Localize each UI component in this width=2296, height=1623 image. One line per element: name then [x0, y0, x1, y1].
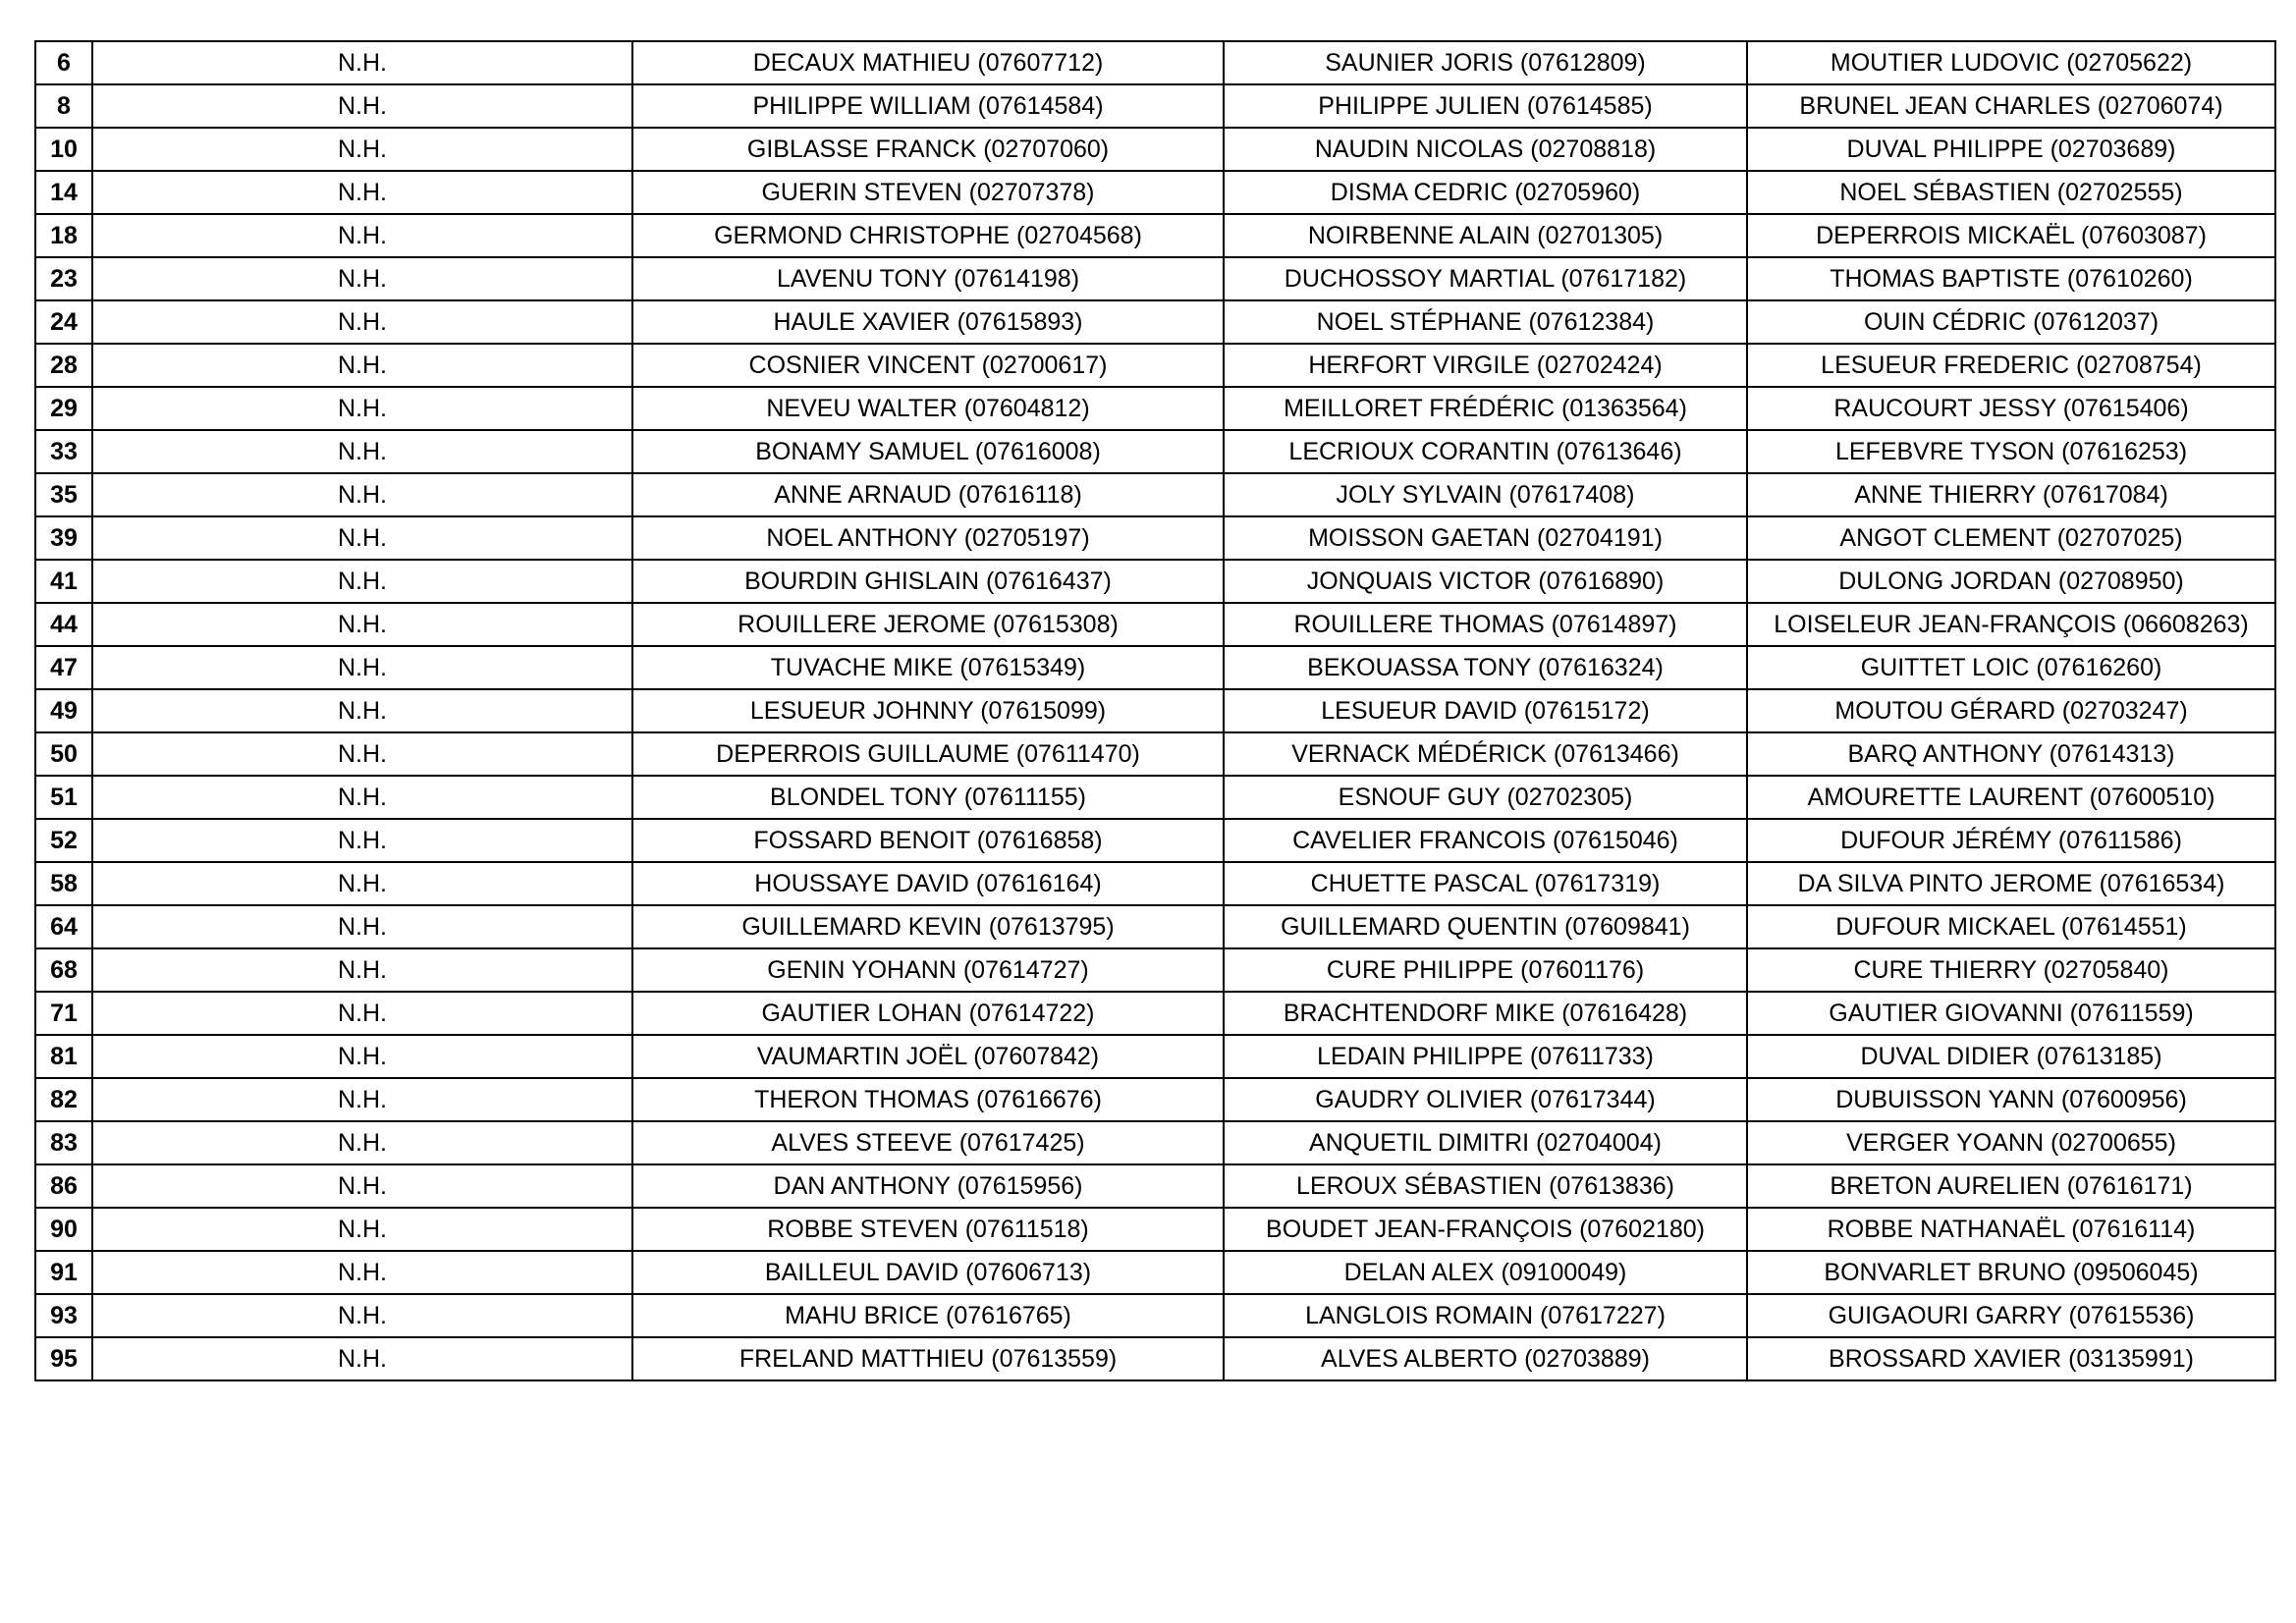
table-row [35, 214, 2275, 257]
player-3-cell: LESUEUR FREDERIC (02708754) [1747, 344, 2275, 387]
player-1-cell: TUVACHE MIKE (07615349) [632, 646, 1224, 689]
entry-number-cell: 71 [35, 992, 92, 1035]
player-1-cell: DAN ANTHONY (07615956) [632, 1164, 1224, 1208]
player-3-cell: GUITTET LOIC (07616260) [1747, 646, 2275, 689]
entry-number-cell: 14 [35, 171, 92, 214]
entry-number-cell: 49 [35, 689, 92, 732]
player-1-cell: GERMOND CHRISTOPHE (02704568) [632, 214, 1224, 257]
category-cell: N.H. [92, 948, 632, 992]
entry-number-cell: 95 [35, 1337, 92, 1380]
player-2-cell: BRACHTENDORF MIKE (07616428) [1224, 992, 1747, 1035]
table-row [35, 732, 2275, 776]
table-row [35, 41, 2275, 84]
category-cell: N.H. [92, 819, 632, 862]
entry-number-cell: 35 [35, 473, 92, 516]
player-2-cell: LEROUX SÉBASTIEN (07613836) [1224, 1164, 1747, 1208]
player-1-cell: DECAUX MATHIEU (07607712) [632, 41, 1224, 84]
player-1-cell: GENIN YOHANN (07614727) [632, 948, 1224, 992]
player-2-cell: ROUILLERE THOMAS (07614897) [1224, 603, 1747, 646]
player-1-cell: ROUILLERE JEROME (07615308) [632, 603, 1224, 646]
player-1-cell: COSNIER VINCENT (02700617) [632, 344, 1224, 387]
category-cell: N.H. [92, 84, 632, 128]
player-2-cell: LANGLOIS ROMAIN (07617227) [1224, 1294, 1747, 1337]
entry-number-cell: 83 [35, 1121, 92, 1164]
category-cell: N.H. [92, 1251, 632, 1294]
category-cell: N.H. [92, 1121, 632, 1164]
entry-number-cell: 91 [35, 1251, 92, 1294]
player-3-cell: VERGER YOANN (02700655) [1747, 1121, 2275, 1164]
entry-number-cell: 41 [35, 560, 92, 603]
player-3-cell: ANNE THIERRY (07617084) [1747, 473, 2275, 516]
table-row [35, 992, 2275, 1035]
player-2-cell: CAVELIER FRANCOIS (07615046) [1224, 819, 1747, 862]
player-1-cell: HOUSSAYE DAVID (07616164) [632, 862, 1224, 905]
entry-number-cell: 44 [35, 603, 92, 646]
player-3-cell: MOUTIER LUDOVIC (02705622) [1747, 41, 2275, 84]
category-cell: N.H. [92, 214, 632, 257]
player-3-cell: LOISELEUR JEAN-FRANÇOIS (06608263) [1747, 603, 2275, 646]
player-2-cell: LESUEUR DAVID (07615172) [1224, 689, 1747, 732]
player-3-cell: AMOURETTE LAURENT (07600510) [1747, 776, 2275, 819]
player-3-cell: BARQ ANTHONY (07614313) [1747, 732, 2275, 776]
category-cell: N.H. [92, 128, 632, 171]
player-1-cell: ANNE ARNAUD (07616118) [632, 473, 1224, 516]
player-3-cell: BONVARLET BRUNO (09506045) [1747, 1251, 2275, 1294]
category-cell: N.H. [92, 689, 632, 732]
player-1-cell: GUILLEMARD KEVIN (07613795) [632, 905, 1224, 948]
player-3-cell: DULONG JORDAN (02708950) [1747, 560, 2275, 603]
table-row [35, 84, 2275, 128]
player-3-cell: DUFOUR MICKAEL (07614551) [1747, 905, 2275, 948]
category-cell: N.H. [92, 1164, 632, 1208]
player-3-cell: DA SILVA PINTO JEROME (07616534) [1747, 862, 2275, 905]
player-2-cell: DUCHOSSOY MARTIAL (07617182) [1224, 257, 1747, 300]
player-1-cell: NOEL ANTHONY (02705197) [632, 516, 1224, 560]
category-cell: N.H. [92, 473, 632, 516]
player-2-cell: JONQUAIS VICTOR (07616890) [1224, 560, 1747, 603]
entry-number-cell: 47 [35, 646, 92, 689]
category-cell: N.H. [92, 603, 632, 646]
player-1-cell: ROBBE STEVEN (07611518) [632, 1208, 1224, 1251]
category-cell: N.H. [92, 560, 632, 603]
player-3-cell: DUVAL PHILIPPE (02703689) [1747, 128, 2275, 171]
category-cell: N.H. [92, 992, 632, 1035]
category-cell: N.H. [92, 1078, 632, 1121]
category-cell: N.H. [92, 1294, 632, 1337]
player-1-cell: BONAMY SAMUEL (07616008) [632, 430, 1224, 473]
table-row [35, 300, 2275, 344]
table-row [35, 646, 2275, 689]
player-2-cell: DELAN ALEX (09100049) [1224, 1251, 1747, 1294]
player-1-cell: FRELAND MATTHIEU (07613559) [632, 1337, 1224, 1380]
player-2-cell: HERFORT VIRGILE (02702424) [1224, 344, 1747, 387]
player-3-cell: OUIN CÉDRIC (07612037) [1747, 300, 2275, 344]
player-1-cell: GAUTIER LOHAN (07614722) [632, 992, 1224, 1035]
table-row [35, 948, 2275, 992]
player-1-cell: FOSSARD BENOIT (07616858) [632, 819, 1224, 862]
entry-number-cell: 58 [35, 862, 92, 905]
player-1-cell: PHILIPPE WILLIAM (07614584) [632, 84, 1224, 128]
category-cell: N.H. [92, 387, 632, 430]
player-3-cell: GUIGAOURI GARRY (07615536) [1747, 1294, 2275, 1337]
table-row [35, 1121, 2275, 1164]
player-2-cell: BEKOUASSA TONY (07616324) [1224, 646, 1747, 689]
player-2-cell: GUILLEMARD QUENTIN (07609841) [1224, 905, 1747, 948]
player-2-cell: VERNACK MÉDÉRICK (07613466) [1224, 732, 1747, 776]
category-cell: N.H. [92, 516, 632, 560]
entry-number-cell: 86 [35, 1164, 92, 1208]
player-1-cell: BOURDIN GHISLAIN (07616437) [632, 560, 1224, 603]
player-3-cell: LEFEBVRE TYSON (07616253) [1747, 430, 2275, 473]
table-row [35, 128, 2275, 171]
category-cell: N.H. [92, 171, 632, 214]
player-3-cell: NOEL SÉBASTIEN (02702555) [1747, 171, 2275, 214]
player-3-cell: RAUCOURT JESSY (07615406) [1747, 387, 2275, 430]
table-row [35, 689, 2275, 732]
player-1-cell: BAILLEUL DAVID (07606713) [632, 1251, 1224, 1294]
player-2-cell: LECRIOUX CORANTIN (07613646) [1224, 430, 1747, 473]
player-1-cell: MAHU BRICE (07616765) [632, 1294, 1224, 1337]
category-cell: N.H. [92, 1337, 632, 1380]
player-1-cell: THERON THOMAS (07616676) [632, 1078, 1224, 1121]
entry-number-cell: 8 [35, 84, 92, 128]
category-cell: N.H. [92, 732, 632, 776]
player-1-cell: VAUMARTIN JOËL (07607842) [632, 1035, 1224, 1078]
entry-number-cell: 52 [35, 819, 92, 862]
player-3-cell: ANGOT CLEMENT (02707025) [1747, 516, 2275, 560]
player-3-cell: DUBUISSON YANN (07600956) [1747, 1078, 2275, 1121]
table-row [35, 1208, 2275, 1251]
entry-number-cell: 28 [35, 344, 92, 387]
category-cell: N.H. [92, 257, 632, 300]
player-2-cell: ESNOUF GUY (02702305) [1224, 776, 1747, 819]
table-row [35, 1078, 2275, 1121]
entry-number-cell: 33 [35, 430, 92, 473]
table-row [35, 1251, 2275, 1294]
entry-number-cell: 18 [35, 214, 92, 257]
player-3-cell: BROSSARD XAVIER (03135991) [1747, 1337, 2275, 1380]
player-2-cell: NOEL STÉPHANE (07612384) [1224, 300, 1747, 344]
player-1-cell: HAULE XAVIER (07615893) [632, 300, 1224, 344]
player-3-cell: DUVAL DIDIER (07613185) [1747, 1035, 2275, 1078]
player-1-cell: LESUEUR JOHNNY (07615099) [632, 689, 1224, 732]
player-2-cell: BOUDET JEAN-FRANÇOIS (07602180) [1224, 1208, 1747, 1251]
player-3-cell: THOMAS BAPTISTE (07610260) [1747, 257, 2275, 300]
table-row [35, 1035, 2275, 1078]
table-row [35, 819, 2275, 862]
table-row [35, 344, 2275, 387]
player-2-cell: DISMA CEDRIC (02705960) [1224, 171, 1747, 214]
roster-body [35, 41, 2275, 1380]
table-row [35, 603, 2275, 646]
player-2-cell: JOLY SYLVAIN (07617408) [1224, 473, 1747, 516]
player-3-cell: DUFOUR JÉRÉMY (07611586) [1747, 819, 2275, 862]
player-2-cell: MOISSON GAETAN (02704191) [1224, 516, 1747, 560]
player-2-cell: LEDAIN PHILIPPE (07611733) [1224, 1035, 1747, 1078]
entry-number-cell: 50 [35, 732, 92, 776]
entry-number-cell: 64 [35, 905, 92, 948]
player-1-cell: BLONDEL TONY (07611155) [632, 776, 1224, 819]
category-cell: N.H. [92, 430, 632, 473]
entry-number-cell: 51 [35, 776, 92, 819]
category-cell: N.H. [92, 776, 632, 819]
player-1-cell: NEVEU WALTER (07604812) [632, 387, 1224, 430]
player-3-cell: BRUNEL JEAN CHARLES (02706074) [1747, 84, 2275, 128]
category-cell: N.H. [92, 646, 632, 689]
category-cell: N.H. [92, 905, 632, 948]
player-2-cell: GAUDRY OLIVIER (07617344) [1224, 1078, 1747, 1121]
category-cell: N.H. [92, 344, 632, 387]
table-row [35, 905, 2275, 948]
entry-number-cell: 90 [35, 1208, 92, 1251]
table-row [35, 171, 2275, 214]
entry-number-cell: 68 [35, 948, 92, 992]
player-3-cell: DEPERROIS MICKAËL (07603087) [1747, 214, 2275, 257]
category-cell: N.H. [92, 41, 632, 84]
player-1-cell: ALVES STEEVE (07617425) [632, 1121, 1224, 1164]
player-2-cell: PHILIPPE JULIEN (07614585) [1224, 84, 1747, 128]
player-3-cell: MOUTOU GÉRARD (02703247) [1747, 689, 2275, 732]
player-3-cell: CURE THIERRY (02705840) [1747, 948, 2275, 992]
roster-table [34, 40, 2276, 1381]
entry-number-cell: 6 [35, 41, 92, 84]
player-2-cell: ALVES ALBERTO (02703889) [1224, 1337, 1747, 1380]
entry-number-cell: 10 [35, 128, 92, 171]
category-cell: N.H. [92, 300, 632, 344]
category-cell: N.H. [92, 1208, 632, 1251]
table-row [35, 473, 2275, 516]
player-2-cell: NOIRBENNE ALAIN (02701305) [1224, 214, 1747, 257]
entry-number-cell: 93 [35, 1294, 92, 1337]
player-1-cell: GIBLASSE FRANCK (02707060) [632, 128, 1224, 171]
player-3-cell: BRETON AURELIEN (07616171) [1747, 1164, 2275, 1208]
player-3-cell: ROBBE NATHANAËL (07616114) [1747, 1208, 2275, 1251]
entry-number-cell: 39 [35, 516, 92, 560]
table-row [35, 776, 2275, 819]
player-2-cell: CURE PHILIPPE (07601176) [1224, 948, 1747, 992]
player-2-cell: ANQUETIL DIMITRI (02704004) [1224, 1121, 1747, 1164]
player-2-cell: NAUDIN NICOLAS (02708818) [1224, 128, 1747, 171]
table-row [35, 560, 2275, 603]
roster-sheet [34, 40, 2274, 1381]
player-2-cell: CHUETTE PASCAL (07617319) [1224, 862, 1747, 905]
player-1-cell: LAVENU TONY (07614198) [632, 257, 1224, 300]
player-2-cell: MEILLORET FRÉDÉRIC (01363564) [1224, 387, 1747, 430]
table-row [35, 1164, 2275, 1208]
category-cell: N.H. [92, 1035, 632, 1078]
entry-number-cell: 81 [35, 1035, 92, 1078]
entry-number-cell: 23 [35, 257, 92, 300]
category-cell: N.H. [92, 862, 632, 905]
entry-number-cell: 29 [35, 387, 92, 430]
table-row [35, 1337, 2275, 1380]
entry-number-cell: 24 [35, 300, 92, 344]
table-row [35, 257, 2275, 300]
player-3-cell: GAUTIER GIOVANNI (07611559) [1747, 992, 2275, 1035]
player-1-cell: DEPERROIS GUILLAUME (07611470) [632, 732, 1224, 776]
player-1-cell: GUERIN STEVEN (02707378) [632, 171, 1224, 214]
table-row [35, 862, 2275, 905]
player-2-cell: SAUNIER JORIS (07612809) [1224, 41, 1747, 84]
table-row [35, 387, 2275, 430]
table-row [35, 516, 2275, 560]
table-row [35, 1294, 2275, 1337]
table-row [35, 430, 2275, 473]
entry-number-cell: 82 [35, 1078, 92, 1121]
